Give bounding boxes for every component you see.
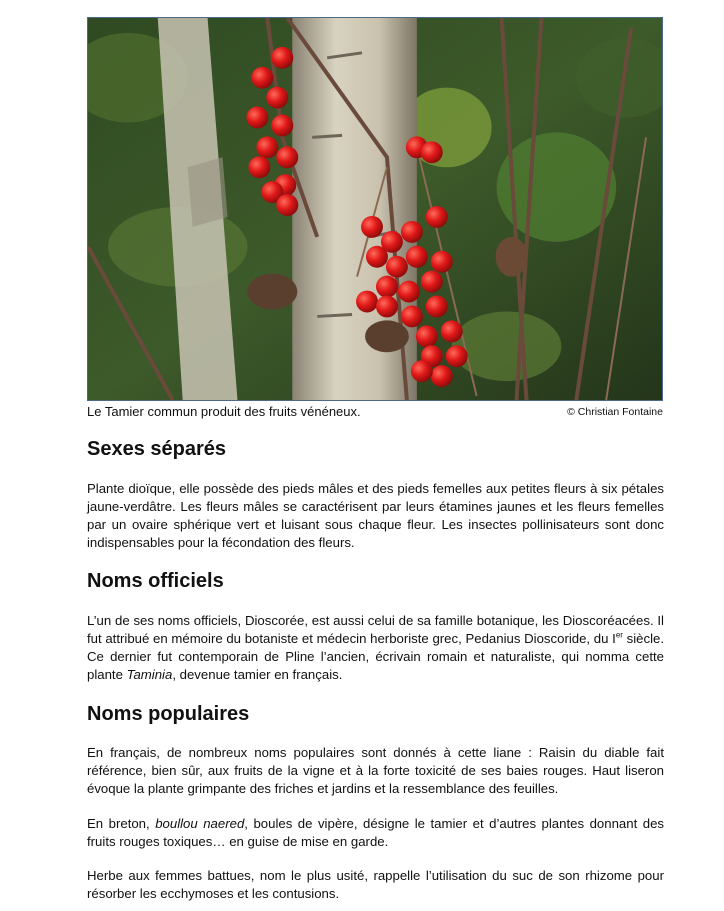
berry bbox=[406, 246, 428, 268]
paragraph-sexes-separes: Plante dioïque, elle possède des pieds mâles et des pieds femelles aux petites fleurs à six pétales jaune-verdâtre. Les fleurs mâles se caractérisent par leurs étamines jaunes et les fleurs femelles par un ovaire sphérique vert et luisant sous chaque fleur. Les insectes pollinisateurs sont donc indispensables pour la fécondation des fleurs. bbox=[87, 481, 664, 550]
berry bbox=[248, 156, 270, 178]
photo-red-berries bbox=[87, 17, 663, 401]
berry bbox=[246, 107, 268, 129]
berry bbox=[376, 296, 398, 318]
berry bbox=[446, 345, 468, 367]
photo-illustration bbox=[88, 18, 662, 400]
berry bbox=[401, 221, 423, 243]
berry bbox=[271, 47, 293, 69]
berry bbox=[441, 320, 463, 342]
paragraph-noms-populaires-2: En breton, boullou naered, boules de vipère, désigne le tamier et d’autres plantes donnant des fruits rouges toxiques… en guise de mise en garde. bbox=[87, 816, 664, 849]
berry bbox=[256, 136, 278, 158]
heading-noms-officiels: Noms officiels bbox=[87, 570, 224, 592]
paragraph-noms-officiels: L’un de ses noms officiels, Dioscorée, est aussi celui de sa famille botanique, les Dioscoréacées. Il fut attribué en mémoire du botaniste et médecin herboriste grec, Pedanius Dioscoride, du Ier siècle. Ce dernier fut contemporain de Pline l’ancien, écrivain romain et naturaliste, qui nomma cette plante Taminia, devenue tamier en français. bbox=[87, 613, 665, 682]
paragraph-noms-populaires-1: En français, de nombreux noms populaires sont donnés à cette liane : Raisin du diable fait référence, bien sûr, aux fruits de la vigne et à la forte toxicité de ses baies rouges. Haut liseron évoque la plante grimpante des friches et jardins et la ressemblance des feuilles. bbox=[87, 745, 664, 796]
heading-noms-populaires: Noms populaires bbox=[87, 703, 250, 725]
berry bbox=[361, 216, 383, 238]
berry bbox=[426, 206, 448, 228]
berry bbox=[266, 87, 288, 109]
berry bbox=[411, 360, 433, 382]
photo-credit: © Christian Fontaine bbox=[567, 406, 663, 418]
berry bbox=[276, 194, 298, 216]
paragraph-noms-populaires-3: Herbe aux femmes battues, nom le plus usité, rappelle l’utilisation du suc de son rhizome pour résorber les ecchymoses et les contusions. bbox=[87, 868, 664, 901]
photo-caption bbox=[87, 404, 663, 422]
berry bbox=[431, 365, 453, 387]
berry bbox=[421, 271, 443, 293]
berry bbox=[276, 146, 298, 168]
caption-text: Le Tamier commun produit des fruits vénéneux. bbox=[87, 404, 361, 419]
berry bbox=[401, 305, 423, 327]
berry bbox=[398, 281, 420, 303]
berry bbox=[426, 296, 448, 318]
berry bbox=[421, 141, 443, 163]
berry bbox=[366, 246, 388, 268]
berry bbox=[376, 276, 398, 298]
berry bbox=[416, 325, 438, 347]
berry bbox=[251, 67, 273, 89]
berry bbox=[271, 114, 293, 136]
berry bbox=[431, 251, 453, 273]
berry bbox=[386, 256, 408, 278]
heading-sexes-separes: Sexes séparés bbox=[87, 438, 227, 460]
berry bbox=[356, 291, 378, 313]
